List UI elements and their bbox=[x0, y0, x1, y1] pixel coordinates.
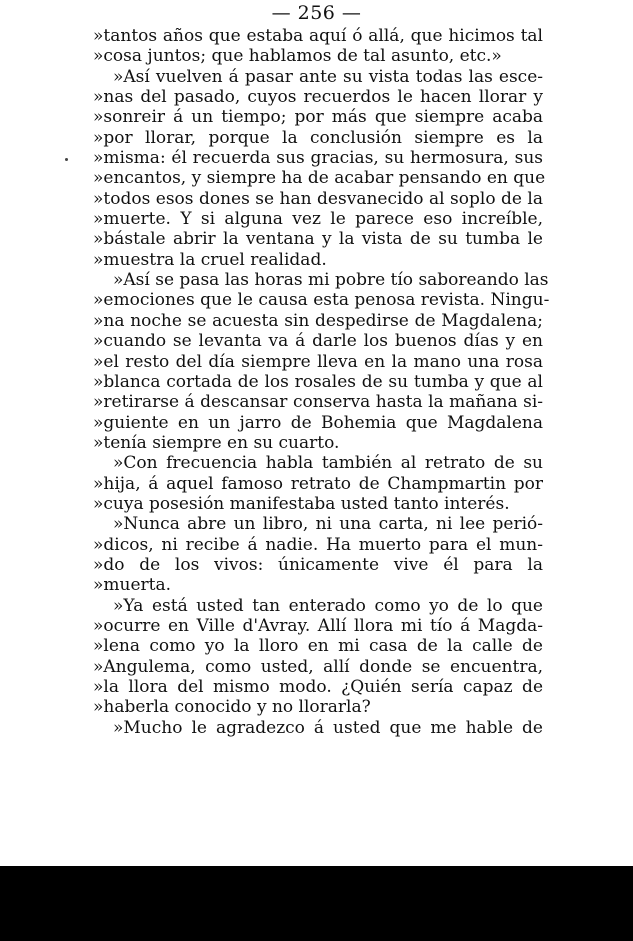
text-line: »el resto del día siempre lleva en la mano una rosa bbox=[93, 351, 543, 372]
text-line: »Ya está usted tan enterado como yo de lo que bbox=[113, 595, 543, 616]
scan-speck bbox=[65, 158, 68, 161]
text-line: »la llora del mismo modo. ¿Quién sería capaz de bbox=[93, 677, 543, 697]
text-line: »cuando se levanta va á darle los buenos días y en bbox=[93, 331, 543, 352]
scan-bottom-border bbox=[0, 866, 633, 941]
text-line: »muerta. bbox=[93, 575, 172, 596]
text-line: »hija, á aquel famoso retrato de Champmartin por bbox=[93, 473, 543, 494]
text-line: »encantos, y siempre ha de acabar pensando en que bbox=[93, 168, 546, 189]
text-line: »nas del pasado, cuyos recuerdos le hacen llorar y bbox=[93, 87, 543, 108]
text-line: »tenía siempre en su cuarto. bbox=[93, 432, 340, 453]
text-line: »Con frecuencia habla también al retrato de su bbox=[113, 453, 543, 474]
text-line: »dicos, ni recibe á nadie. Ha muerto para el mun- bbox=[93, 534, 543, 555]
text-line: »sonreir á un tiempo; por más que siempre acaba bbox=[93, 107, 543, 128]
text-line: »lena como yo la lloro en mi casa de la calle de bbox=[93, 636, 543, 657]
body-text bbox=[93, 26, 550, 738]
text-line: »na noche se acuesta sin despedirse de Magdalena; bbox=[93, 310, 543, 331]
text-line: »Angulema, como usted, allí donde se encuentra, bbox=[93, 656, 543, 677]
text-line: »blanca cortada de los rosales de su tumba y que al bbox=[93, 371, 543, 392]
text-line: »Así se pasa las horas mi pobre tío saboreando las bbox=[113, 270, 549, 291]
text-line: »guiente en un jarro de Bohemia que Magdalena bbox=[93, 412, 543, 433]
text-line: »tantos años que estaba aquí ó allá, que hicimos tal bbox=[93, 26, 543, 46]
text-line: »cuya posesión manifestaba usted tanto interés. bbox=[93, 493, 510, 514]
text-line: »Mucho le agradezco á usted que me hable de bbox=[113, 717, 543, 738]
text-line: »muerte. Y si alguna vez le parece eso increíble, bbox=[93, 209, 543, 230]
text-line: »emociones que le causa esta penosa revista. Ningu- bbox=[93, 290, 550, 311]
text-line: »Así vuelven á pasar ante su vista todas las esce- bbox=[113, 66, 543, 87]
text-line: »por llorar, porque la conclusión siempre es la bbox=[93, 127, 543, 148]
text-line: »do de los vivos: únicamente vive él para la bbox=[93, 554, 543, 575]
text-line: »retirarse á descansar conserva hasta la mañana si- bbox=[93, 392, 543, 413]
page-number: — 256 — bbox=[271, 2, 362, 24]
text-line: »ocurre en Ville d'Avray. Allí llora mi tío á Magda- bbox=[93, 615, 543, 636]
text-line: »bástale abrir la ventana y la vista de su tumba le bbox=[93, 229, 543, 250]
text-line: »haberla conocido y no llorarla? bbox=[93, 697, 371, 718]
text-line: »todos esos dones se han desvanecido al soplo de la bbox=[93, 188, 543, 209]
text-line: »Nunca abre un libro, ni una carta, ni lee perió- bbox=[113, 514, 543, 535]
text-line: »misma: él recuerda sus gracias, su hermosura, sus bbox=[93, 148, 543, 169]
text-line: »muestra la cruel realidad. bbox=[93, 249, 327, 270]
text-line: »cosa juntos; que hablamos de tal asunto, etc.» bbox=[93, 46, 502, 67]
